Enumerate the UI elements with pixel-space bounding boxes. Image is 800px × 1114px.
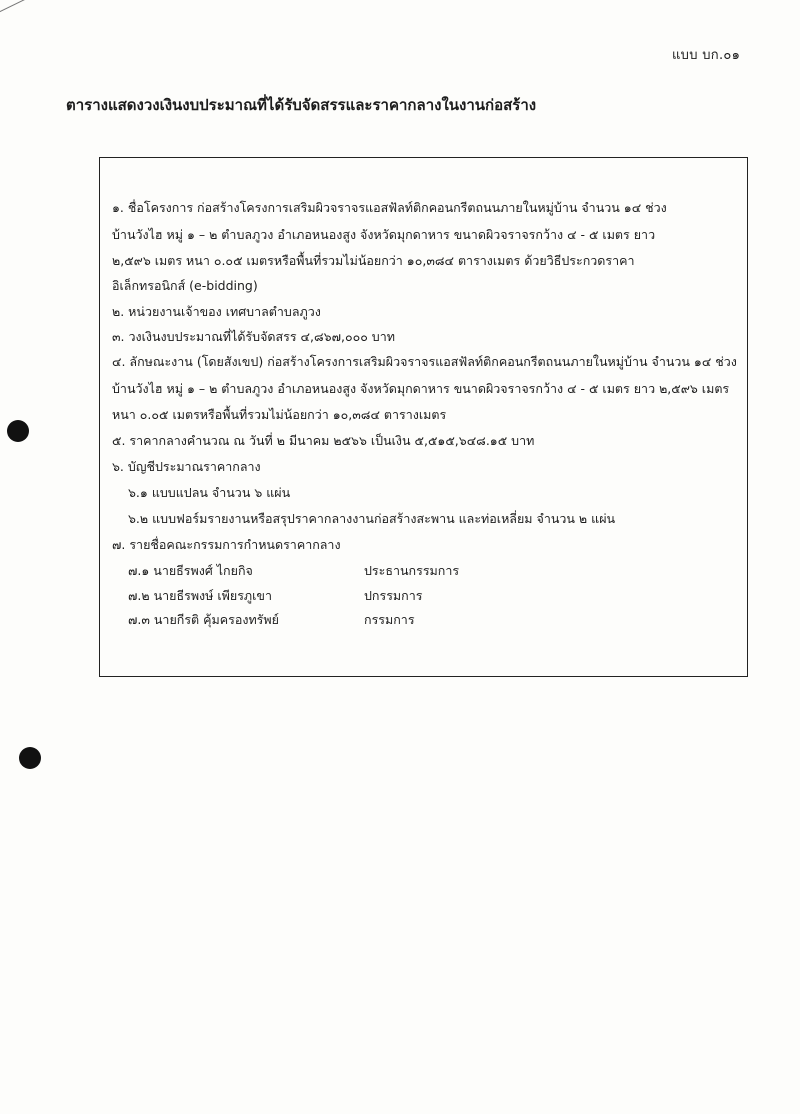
committee-member-role: กรรมการ — [364, 612, 415, 627]
committee-member-role: ปกรรมการ — [364, 588, 423, 603]
item4-line3: หนา ๐.๐๕ เมตรหรือพื้นที่รวมไม่น้อยกว่า ๑๐,๓๘๔ ตารางเมตร — [112, 407, 447, 422]
committee-row — [128, 608, 548, 632]
item1-line3: ๒,๕๙๖ เมตร หนา ๐.๐๕ เมตรหรือพื้นที่รวมไม่น้อยกว่า ๑๐,๓๘๔ ตารางเมตร ด้วยวิธีประกวดราคา — [112, 253, 635, 268]
committee-row — [128, 559, 548, 583]
item6-heading: ๖. บัญชีประมาณราคากลาง — [112, 459, 261, 474]
committee-member-name: ๗.๑ นายธีรพงศ์ ไกยกิจ — [128, 563, 253, 578]
item2-owner: ๒. หน่วยงานเจ้าของ เทศบาลตำบลภูวง — [112, 304, 321, 319]
item4-line1: ๔. ลักษณะงาน (โดยสังเขป) ก่อสร้างโครงการเสริมผิวจราจรแอสฟัลท์ติกคอนกรีตถนนภายในหมู่บ้าน จำนวน ๑๔ ช่วง — [112, 354, 737, 369]
item7-heading: ๗. รายชื่อคณะกรรมการกำหนดราคากลาง — [112, 537, 341, 552]
item1-line4: อิเล็กทรอนิกส์ (e-bidding) — [112, 278, 258, 293]
scan-edge-line — [0, 0, 57, 15]
item6-sub2: ๖.๒ แบบฟอร์มรายงานหรือสรุปราคากลางงานก่อสร้างสะพาน และท่อเหลี่ยม จำนวน ๒ แผ่น — [128, 511, 616, 526]
committee-member-name: ๗.๓ นายกีรติ คุ้มครองทรัพย์ — [128, 612, 279, 627]
item4-line2: บ้านวังไฮ หมู่ ๑ – ๒ ตำบลภูวง อำเภอหนองสูง จังหวัดมุกดาหาร ขนาดผิวจราจรกว้าง ๔ - ๕ เมตร ยาว ๒,๕๙๖ เมตร — [112, 381, 730, 396]
item1-line1: ๑. ชื่อโครงการ ก่อสร้างโครงการเสริมผิวจราจรแอสฟัลท์ติกคอนกรีตถนนภายในหมู่บ้าน จำนวน ๑๔ ช่วง — [112, 200, 667, 215]
committee-row — [128, 584, 548, 608]
binder-hole-top — [7, 420, 29, 442]
form-code: แบบ บก.๐๑ — [672, 48, 741, 63]
item6-sub1: ๖.๑ แบบแปลน จำนวน ๖ แผ่น — [128, 485, 291, 500]
document-title: ตารางแสดงวงเงินงบประมาณที่ได้รับจัดสรรและราคากลางในงานก่อสร้าง — [66, 96, 537, 114]
binder-hole-bottom — [19, 747, 41, 769]
item1-line2: บ้านวังไฮ หมู่ ๑ – ๒ ตำบลภูวง อำเภอหนองสูง จังหวัดมุกดาหาร ขนาดผิวจราจรกว้าง ๔ - ๕ เมตร ยาว — [112, 227, 656, 242]
item5-median-price: ๕. ราคากลางคำนวณ ณ วันที่ ๒ มีนาคม ๒๕๖๖ เป็นเงิน ๕,๕๑๕,๖๔๘.๑๕ บาท — [112, 433, 535, 448]
item3-budget: ๓. วงเงินงบประมาณที่ได้รับจัดสรร ๔,๘๖๗,๐๐๐ บาท — [112, 329, 395, 344]
committee-member-name: ๗.๒ นายธีรพงษ์ เพียรภูเขา — [128, 588, 273, 603]
committee-member-role: ประธานกรรมการ — [364, 563, 460, 578]
